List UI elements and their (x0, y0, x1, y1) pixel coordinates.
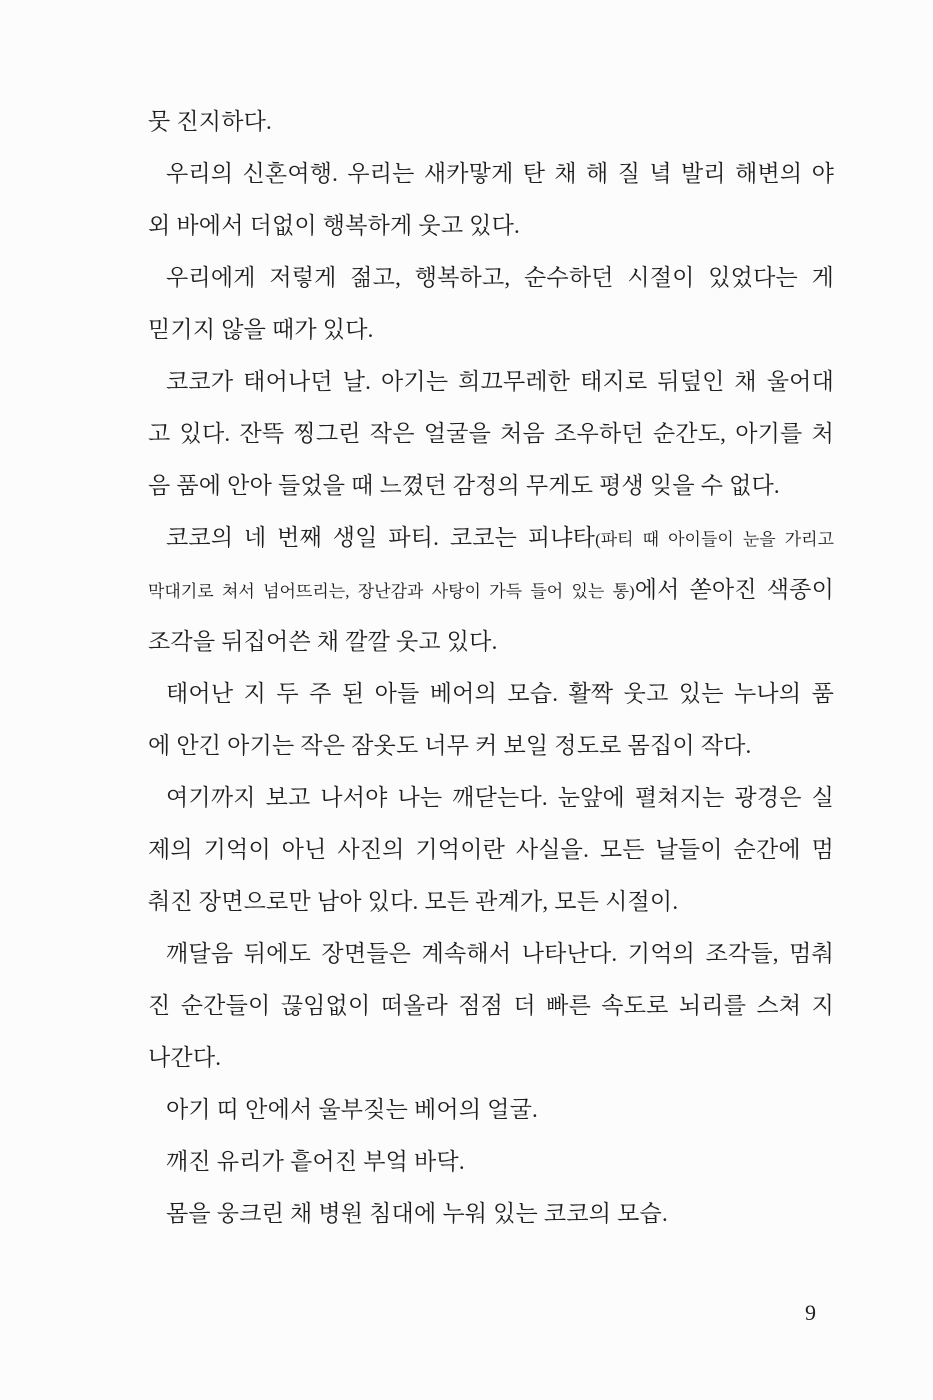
page-number: 9 (805, 1300, 816, 1325)
text-line (148, 304, 834, 356)
text-line (148, 252, 834, 304)
body-text-segment: 춰진 장면으로만 남아 있다. 모든 관계가, 모든 시절이. (148, 889, 679, 914)
text-line (148, 1188, 834, 1240)
text-line (148, 1136, 834, 1188)
body-text-segment: 태어난 지 두 주 된 아들 베어의 모습. 활짝 웃고 있는 누나의 품 (166, 681, 834, 706)
text-line (148, 96, 834, 148)
text-line (148, 1084, 834, 1136)
body-text (148, 96, 834, 1240)
body-text-segment: 여기까지 보고 나서야 나는 깨닫는다. 눈앞에 펼쳐지는 광경은 실 (166, 785, 834, 810)
body-text-segment: 코코가 태어나던 날. 아기는 희끄무레한 태지로 뒤덮인 채 울어대 (166, 369, 834, 394)
body-text-segment: 깨진 유리가 흩어진 부엌 바닥. (166, 1149, 465, 1174)
body-text-segment: 에서 쏟아진 색종이 (634, 577, 834, 602)
text-line (148, 1032, 834, 1084)
body-text-segment: 코코의 네 번째 생일 파티. 코코는 피냐타 (166, 525, 596, 550)
body-text-segment: 아기 띠 안에서 울부짖는 베어의 얼굴. (166, 1097, 538, 1122)
body-text-segment: 몸을 웅크린 채 병원 침대에 누워 있는 코코의 모습. (166, 1201, 668, 1226)
text-line (148, 200, 834, 252)
body-text-segment: 나간다. (148, 1045, 222, 1070)
text-line (148, 408, 834, 460)
text-line (148, 356, 834, 408)
body-text-segment: 뭇 진지하다. (148, 109, 272, 134)
body-text-segment: 에 안긴 아기는 작은 잠옷도 너무 커 보일 정도로 몸집이 작다. (148, 733, 752, 758)
text-line (148, 616, 834, 668)
body-text-segment: 조각을 뒤집어쓴 채 깔깔 웃고 있다. (148, 629, 498, 654)
text-line (148, 148, 834, 200)
text-line (148, 980, 834, 1032)
text-line (148, 876, 834, 928)
text-line (148, 460, 834, 512)
text-line (148, 512, 834, 564)
body-text-segment: 우리의 신혼여행. 우리는 새카맣게 탄 채 해 질 녘 발리 해변의 야 (166, 161, 834, 186)
body-text-segment: 고 있다. 잔뜩 찡그린 작은 얼굴을 처음 조우하던 순간도, 아기를 처 (148, 421, 834, 446)
text-line (148, 668, 834, 720)
text-line (148, 720, 834, 772)
body-text-segment: 믿기지 않을 때가 있다. (148, 317, 374, 342)
body-text-segment: 음 품에 안아 들었을 때 느꼈던 감정의 무게도 평생 잊을 수 없다. (148, 473, 780, 498)
text-line (148, 824, 834, 876)
body-text-segment: 제의 기억이 아닌 사진의 기억이란 사실을. 모든 날들이 순간에 멈 (148, 837, 834, 862)
body-text-segment: 진 순간들이 끊임없이 떠올라 점점 더 빠른 속도로 뇌리를 스쳐 지 (148, 993, 834, 1018)
text-line (148, 772, 834, 824)
text-line (148, 564, 834, 616)
text-line (148, 928, 834, 980)
annotation-text: 막대기로 쳐서 넘어뜨리는, 장난감과 사탕이 가득 들어 있는 통) (148, 582, 635, 601)
body-text-segment: 외 바에서 더없이 행복하게 웃고 있다. (148, 213, 520, 238)
body-text-segment: 우리에게 저렇게 젊고, 행복하고, 순수하던 시절이 있었다는 게 (166, 265, 834, 290)
annotation-text: (파티 때 아이들이 눈을 가리고 (595, 530, 834, 549)
body-text-segment: 깨달음 뒤에도 장면들은 계속해서 나타난다. 기억의 조각들, 멈춰 (166, 941, 834, 966)
